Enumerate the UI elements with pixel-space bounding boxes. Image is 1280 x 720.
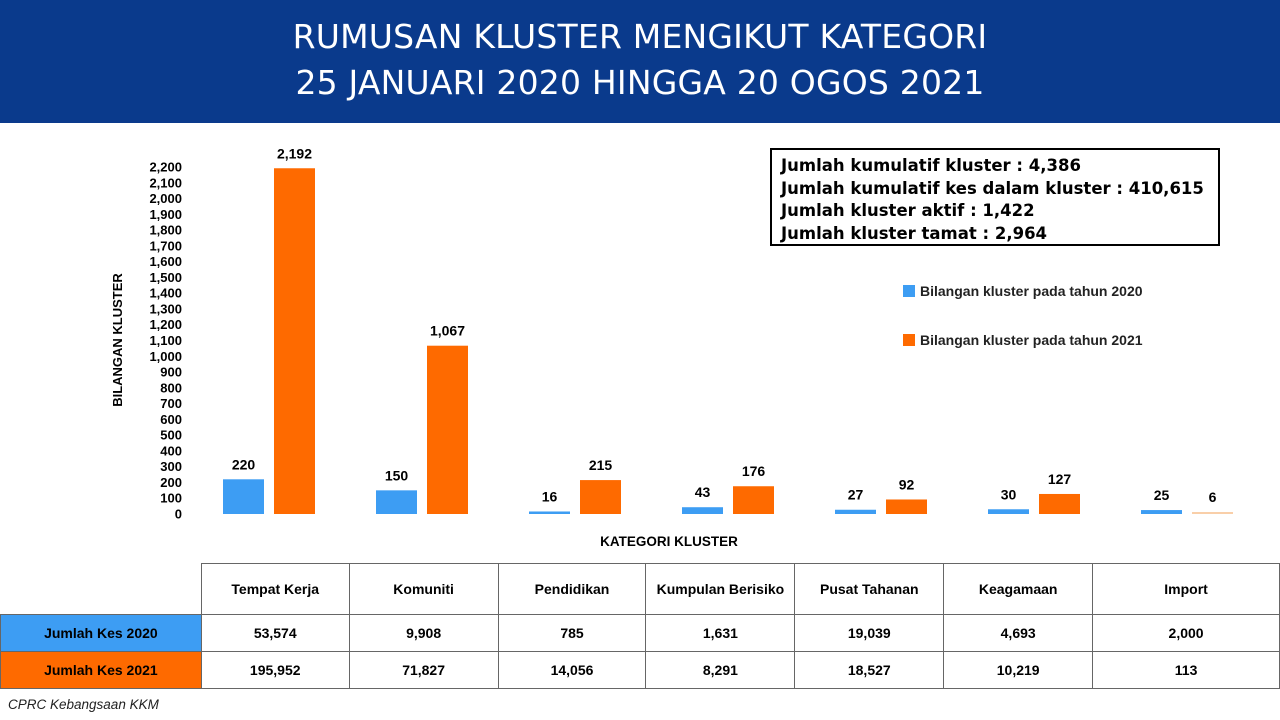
- summary-box: [770, 148, 1220, 246]
- bar-2020: [376, 490, 417, 514]
- data-label-2020: 27: [847, 486, 864, 503]
- summary-total-cases: Jumlah kumulatif kes dalam kluster : 410,615: [781, 178, 1204, 198]
- y-tick-label: 1,200: [149, 317, 182, 333]
- y-tick-label: 100: [160, 490, 182, 506]
- y-tick-label: 2,000: [149, 191, 182, 207]
- data-label-2021: 92: [898, 476, 915, 493]
- bar-2020: [529, 511, 570, 514]
- table-row-2021: [1, 652, 1280, 689]
- source-note: CPRC Kebangsaan KKM: [8, 697, 159, 712]
- table-cell: 1,631: [646, 615, 795, 652]
- y-tick-label: 1,500: [149, 269, 182, 285]
- table-header-cell: Keagamaan: [944, 564, 1093, 615]
- bar-2020: [835, 510, 876, 514]
- y-tick-label: 800: [160, 380, 182, 396]
- legend-item-2021: [903, 332, 1143, 348]
- data-label-2020: 25: [1153, 487, 1170, 504]
- legend-label-2021: Bilangan kluster pada tahun 2021: [920, 332, 1143, 348]
- cases-table: [0, 563, 1280, 689]
- bar-2020: [1141, 510, 1182, 514]
- data-label-2021: 215: [588, 457, 613, 474]
- page-title-line-2: 25 JANUARI 2020 HINGGA 20 OGOS 2021: [295, 63, 985, 102]
- table-cell: 2,000: [1093, 615, 1280, 652]
- y-axis-label: BILANGAN KLUSTER: [110, 273, 125, 407]
- table-header-cell: Kumpulan Berisiko: [646, 564, 795, 615]
- y-tick-label: 300: [160, 459, 182, 475]
- table-cell: 785: [498, 615, 646, 652]
- y-tick-label: 1,100: [149, 333, 182, 348]
- y-tick-label: 1,300: [149, 301, 182, 317]
- data-label-2020: 220: [231, 456, 256, 473]
- bar-2021: [580, 480, 621, 514]
- table-cell: 113: [1093, 652, 1280, 689]
- y-tick-label: 2,100: [149, 175, 182, 191]
- table-cell: 9,908: [349, 615, 498, 652]
- bar-2021: [1192, 512, 1233, 514]
- summary-active-clusters: Jumlah kluster aktif : 1,422: [781, 201, 1035, 220]
- legend-swatch-2021: [903, 334, 915, 346]
- table-cell: 18,527: [795, 652, 944, 689]
- y-tick-label: 600: [160, 411, 182, 427]
- data-label-2020: 150: [384, 467, 409, 484]
- bar-2020: [682, 507, 723, 514]
- data-label-2020: 16: [541, 488, 558, 505]
- y-tick-label: 1,700: [149, 238, 182, 254]
- data-label-2020: 30: [1000, 486, 1017, 503]
- data-label-2021: 127: [1047, 470, 1072, 487]
- table-row-2020: [1, 615, 1280, 652]
- table-cell: 10,219: [944, 652, 1093, 689]
- bar-2021: [1039, 494, 1080, 514]
- table-header-cell: Komuniti: [349, 564, 498, 615]
- y-tick-label: 1,600: [149, 254, 182, 270]
- y-tick-label: 1,900: [149, 206, 182, 222]
- y-tick-label: 400: [160, 443, 182, 459]
- data-label-2021: 2,192: [276, 145, 313, 162]
- table-header-cell: Import: [1093, 564, 1280, 615]
- y-tick-label: 0: [174, 506, 182, 522]
- legend-label-2020: Bilangan kluster pada tahun 2020: [920, 283, 1143, 299]
- y-tick-label: 700: [160, 396, 182, 412]
- table-cell: 53,574: [201, 615, 349, 652]
- y-tick-label: 900: [160, 364, 182, 380]
- table-cell: 14,056: [498, 652, 646, 689]
- y-tick-label: 500: [160, 427, 182, 443]
- y-tick-label: 1,800: [149, 222, 182, 238]
- row-label-2020: Jumlah Kes 2020: [1, 615, 202, 652]
- y-tick-label: 2,200: [149, 159, 182, 175]
- bar-2021: [427, 346, 468, 514]
- legend-item-2020: [903, 283, 1143, 299]
- table-corner: [1, 564, 202, 615]
- table-cell: 195,952: [201, 652, 349, 689]
- summary-ended-clusters: Jumlah kluster tamat : 2,964: [781, 223, 1048, 243]
- header-banner: [0, 0, 1280, 123]
- bar-2020: [223, 479, 264, 514]
- bar-2021: [886, 499, 927, 514]
- x-axis-label: KATEGORI KLUSTER: [600, 534, 738, 549]
- bar-2021: [274, 168, 315, 514]
- row-label-2021: Jumlah Kes 2021: [1, 652, 202, 689]
- table-header-cell: Pusat Tahanan: [795, 564, 944, 615]
- table-cell: 8,291: [646, 652, 795, 689]
- data-label-2021: 6: [1208, 489, 1217, 505]
- table-header-row: [1, 564, 1280, 615]
- legend-swatch-2020: [903, 285, 915, 297]
- bar-2021: [733, 486, 774, 514]
- bar-2020: [988, 509, 1029, 514]
- table-header-cell: Pendidikan: [498, 564, 646, 615]
- y-tick-label: 1,000: [149, 348, 182, 364]
- summary-total-clusters: Jumlah kumulatif kluster : 4,386: [781, 156, 1081, 175]
- table-cell: 4,693: [944, 615, 1093, 652]
- y-tick-label: 1,400: [149, 285, 182, 301]
- y-tick-label: 200: [160, 474, 182, 490]
- data-label-2021: 1,067: [429, 322, 466, 339]
- table-cell: 19,039: [795, 615, 944, 652]
- data-label-2020: 43: [694, 484, 711, 501]
- page-title-line-1: RUMUSAN KLUSTER MENGIKUT KATEGORI: [292, 17, 988, 56]
- table-cell: 71,827: [349, 652, 498, 689]
- table-header-cell: Tempat Kerja: [201, 564, 349, 615]
- data-label-2021: 176: [741, 463, 766, 480]
